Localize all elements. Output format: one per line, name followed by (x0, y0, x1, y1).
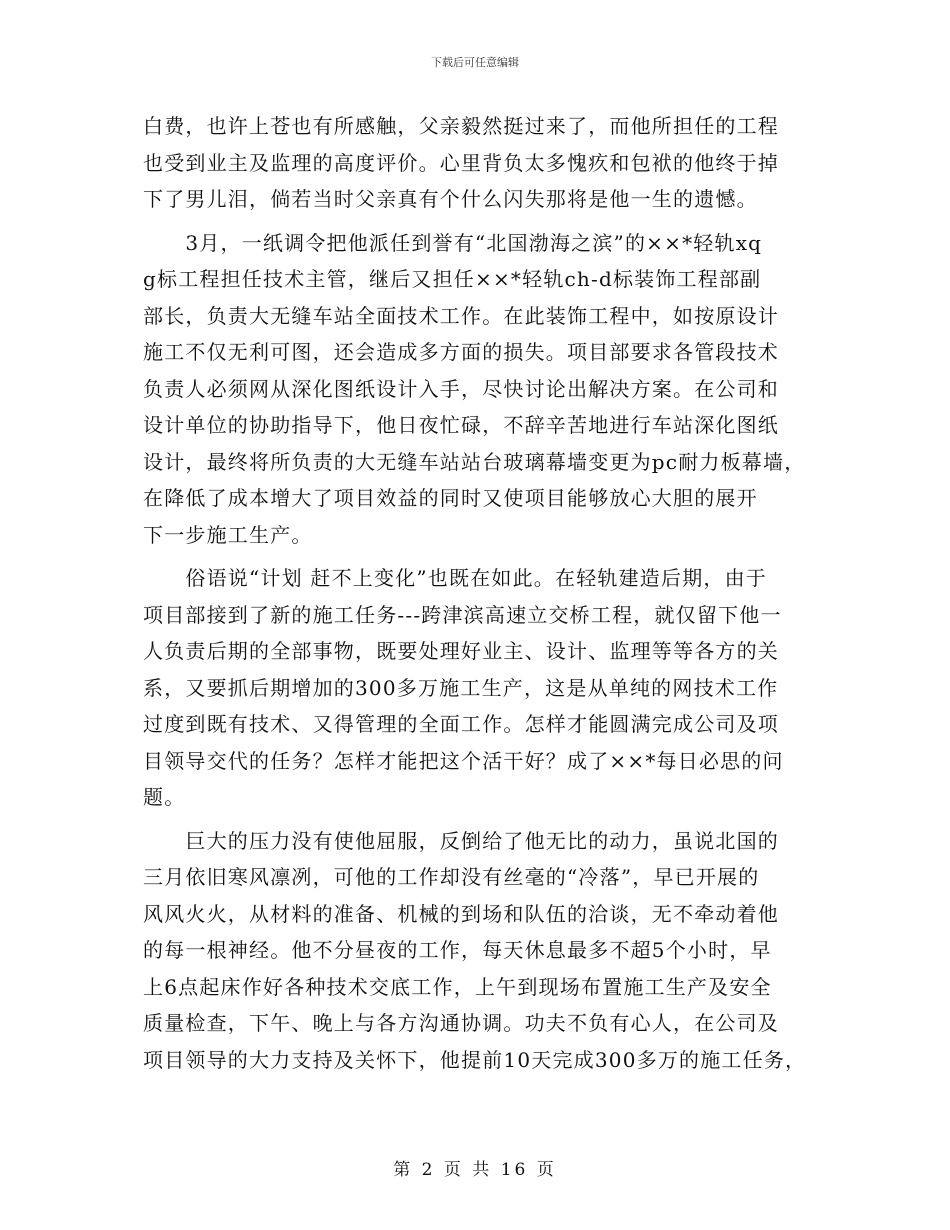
text-line: 部长，负责大无缝车站全面技术工作。在此装饰工程中，如按原设计 (143, 303, 779, 328)
text-line: 人负责后期的全部事物，既要处理好业主、设计、监理等等各方的关 (143, 639, 779, 663)
text-line: 俗语说“计划 赶不上变化”也既在如此。在轻轨建造后期，由于 (143, 566, 768, 590)
text-line: 也受到业主及监理的高度评价。心里背负太多愧疚和包袱的他终于掉 (143, 150, 779, 175)
paragraph-gap (143, 553, 823, 560)
paragraph-gap (143, 816, 823, 823)
text-line: 三月依旧寒风凛冽，可他的工作却没有丝毫的“冷落”，早已开展的 (143, 865, 760, 889)
text-line: 施工不仅无利可图，还会造成多方面的损失。项目部要求各管段技术 (143, 340, 779, 364)
text-line: 项目部接到了新的施工任务---跨津滨高速立交桥工程，就仅留下他一 (143, 602, 782, 627)
text-line: 白费，也许上苍也有所感触，父亲毅然挺过来了，而他所担任的工程 (143, 114, 779, 138)
text-line: 项目领导的大力支持及关怀下，他提前10天完成300多万的施工任务， (143, 1047, 807, 1072)
text-line: 题。 (143, 785, 186, 809)
text-line: 目领导交代的任务？怎样才能把这个活干好？成了××*每日必思的问 (143, 748, 784, 773)
text-line: 巨大的压力没有使他屈服，反倒给了他无比的动力，虽说北国的 (143, 828, 779, 853)
paragraph-gap (143, 218, 823, 225)
text-line: 系，又要抓后期增加的300多万施工生产，这是从单纯的网技术工作 (143, 675, 779, 700)
text-line: 的每一根神经。他不分昼夜的工作，每天休息最多不超5个小时，早 (143, 938, 772, 962)
text-line: 下一步施工生产。 (143, 522, 313, 547)
document-body (143, 108, 823, 1078)
text-line: 风风火火，从材料的准备、机械的到场和队伍的洽谈，无不牵动着他 (143, 901, 779, 926)
text-line: 在降低了成本增大了项目效益的同时又使项目能够放心大胆的展开 (143, 486, 758, 510)
paragraph (143, 823, 823, 1079)
text-line: 负责人必须网从深化图纸设计入手，尽快讨论出解决方案。在公司和 (143, 376, 779, 401)
text-line: 下了男儿泪，倘若当时父亲真有个什么闪失那将是他一生的遗憾。 (143, 187, 758, 211)
paragraph (143, 560, 823, 816)
text-line: 设计单位的协助指导下，他日夜忙碌，不辞辛苦地进行车站深化图纸 (143, 413, 779, 437)
text-line: 设计，最终将所负责的大无缝车站站台玻璃幕墙变更为pc耐力板幕墙， (143, 449, 806, 474)
text-line: g标工程担任技术主管，继后又担任××*轻轨ch-d标装饰工程部副 (143, 267, 762, 291)
text-line: 上6点起床作好各种技术交底工作，上午到现场布置施工生产及安全 (143, 974, 772, 999)
paragraph (143, 225, 823, 554)
text-line: 过度到既有技术、又得管理的全面工作。怎样才能圆满完成公司及项 (143, 712, 779, 736)
page-footer: 第 2 页 共 16 页 (393, 1160, 557, 1180)
paragraph (143, 108, 823, 218)
text-line: 3月，一纸调令把他派任到誉有“北国渤海之滨”的××*轻轨xq (143, 230, 763, 255)
text-line: 质量检查，下午、晚上与各方沟通协调。功夫不负有心人，在公司及 (143, 1011, 779, 1035)
page-header: 下载后可任意编辑 (431, 56, 519, 69)
